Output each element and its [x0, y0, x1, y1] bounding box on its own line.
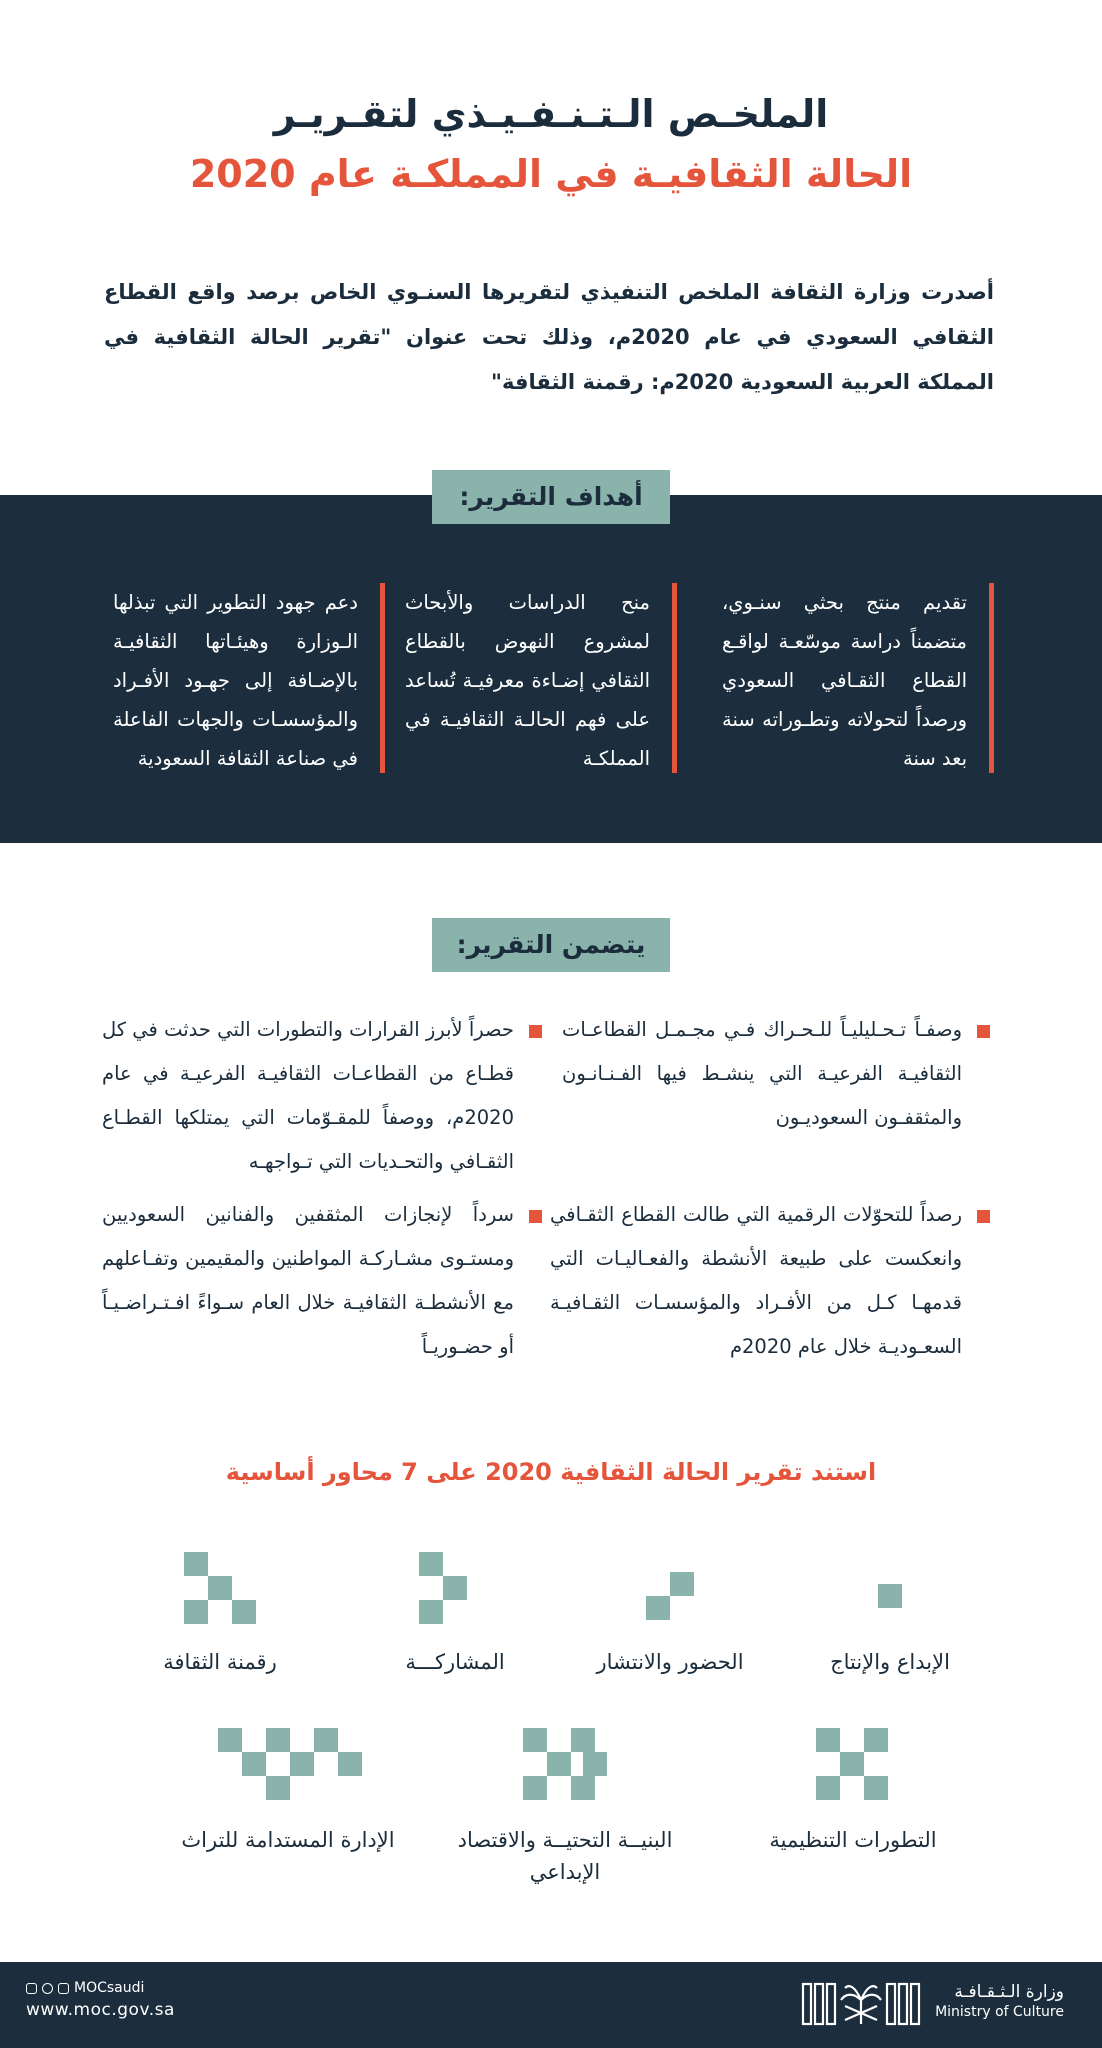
pixel-grid-icon [523, 1728, 607, 1802]
pixel-grid-icon [218, 1728, 362, 1802]
axis-label: الإدارة المستدامة للتراث [181, 1828, 395, 1852]
axis-label: رقمنة الثقافة [163, 1650, 277, 1674]
goal-item-2: منح الدراسات والأبحاث لمشروع النهوض بالقطاع الثقافي إضـاءة معرفيـة تُساعد على فهم الحالـة الثقافيـة في المملكـة [405, 583, 677, 773]
title-line-2: الحالة الثقافيـة في المملكـة عام 2020 [189, 152, 913, 196]
intro-paragraph: أصدرت وزارة الثقافة الملخص التنفيذي لتقريرها السنـوي الخاص برصد واقع القطاع الثقافي السعودي في عام 2020م، وذلك تحت عنوان "تقرير الحالة الثقافية في المملكة العربية السعودية 2020م: رقمنة الثقافة" [104, 280, 994, 394]
axis-label: الحضور والانتشار [596, 1650, 744, 1674]
twitter-icon[interactable] [26, 1983, 37, 1994]
contains-item-text: حصراً لأبرز القرارات والتطورات التي حدثت في كل قطـاع من القطاعـات الثقافيـة الفرعيـة في عام 2020م، ووصفاً للمقـوّمات التي يمتلكها القطـاع الثقـافي والتحـديات التي تـواجهـه [102, 1018, 514, 1173]
pixel-grid-icon [866, 1572, 914, 1644]
website-link[interactable]: www.moc.gov.sa [26, 2000, 175, 2020]
axis-item-5 [743, 1728, 963, 1858]
ministry-logo [801, 1976, 1064, 2028]
bullet-square-icon [529, 1025, 542, 1038]
contains-item-4 [102, 1193, 514, 1369]
instagram-icon[interactable] [42, 1983, 53, 1994]
social-row [26, 1980, 175, 1996]
axis-item-2 [560, 1572, 780, 1682]
axes-heading: استند تقرير الحالة الثقافية 2020 على 7 محاور أساسية [225, 1458, 877, 1486]
pixel-grid-icon [634, 1572, 706, 1644]
contains-item-text: وصفـاً تـحـليليـاً للـحـراك فـي مجـمـل القطاعـات الثقافيـة الفرعيـة التي ينشـط فيها الفـنـانـون والمثقفـون السعوديـون [562, 1018, 962, 1129]
contains-item-text: سرداً لإنجازات المثقفين والفنانين السعوديين ومستـوى مشـاركـة المواطنين والمقيمين وتفـاعلهم مع الأنشطـة الثقافيـة خلال العام سـواءً افـتـراضـيـاً أو حضـوريـاً [102, 1203, 514, 1358]
axis-item-3 [355, 1552, 555, 1682]
social-handle[interactable]: MOCsaudi [74, 1980, 145, 1996]
contains-item-text: رصداً للتحوّلات الرقمية التي طالت القطاع الثقـافي وانعكست على طبيعة الأنشطة والفعـاليـات التي قدمهـا كـل من الأفـراد والمؤسسـات الثقـافيـة السعـوديـة خلال عام 2020م [550, 1203, 962, 1358]
goals-heading: أهداف التقرير: [432, 470, 670, 524]
contains-item-1 [562, 1008, 962, 1140]
contains-item-3 [550, 1193, 962, 1369]
youtube-icon[interactable] [58, 1983, 69, 1994]
axis-item-4 [120, 1552, 320, 1682]
axis-item-6 [455, 1728, 675, 1898]
logo-text [935, 1982, 1064, 2022]
pixel-grid-icon [184, 1552, 256, 1648]
goal-item-3: دعم جهود التطوير التي تبذلها الـوزارة وهيئـاتها الثقافيـة بالإضـافة إلى جهـود الأفـراد والمؤسسـات والجهات الفاعلة في صناعة الثقافة السعودية [113, 583, 385, 773]
bullet-square-icon [977, 1210, 990, 1223]
footer-contact [26, 1980, 175, 2020]
logo-english: Ministry of Culture [935, 2004, 1064, 2020]
axis-label: الإبداع والإنتاج [830, 1650, 950, 1674]
title-line-1: الملخـص الـتـنـفـيـذي لتقـريـر [273, 92, 829, 136]
axis-label: المشاركـــة [405, 1650, 505, 1674]
axis-item-1 [800, 1572, 980, 1682]
pixel-grid-icon [816, 1728, 890, 1802]
axis-item-7 [158, 1728, 418, 1858]
bullet-square-icon [529, 1210, 542, 1223]
logo-arabic: وزارة الـثـقـافـة [954, 1982, 1064, 2002]
goal-item-1: تقديم منتج بحثي سنـوي، متضمناً دراسة موسّعـة لواقـع القطاع الثقـافي السعودي ورصداً لتحولاته وتطـوراته سنة بعد سنة [722, 583, 994, 773]
contains-item-2 [102, 1008, 514, 1184]
footer-bar [0, 1962, 1102, 2048]
ministry-emblem-icon [801, 1976, 921, 2028]
bullet-square-icon [977, 1025, 990, 1038]
axis-label: البنيــة التحتيــة والاقتصاد الإبداعي [457, 1828, 673, 1884]
contains-heading: يتضمن التقرير: [432, 918, 670, 972]
pixel-grid-icon [419, 1552, 491, 1648]
axis-label: التطورات التنظيمية [769, 1828, 937, 1852]
